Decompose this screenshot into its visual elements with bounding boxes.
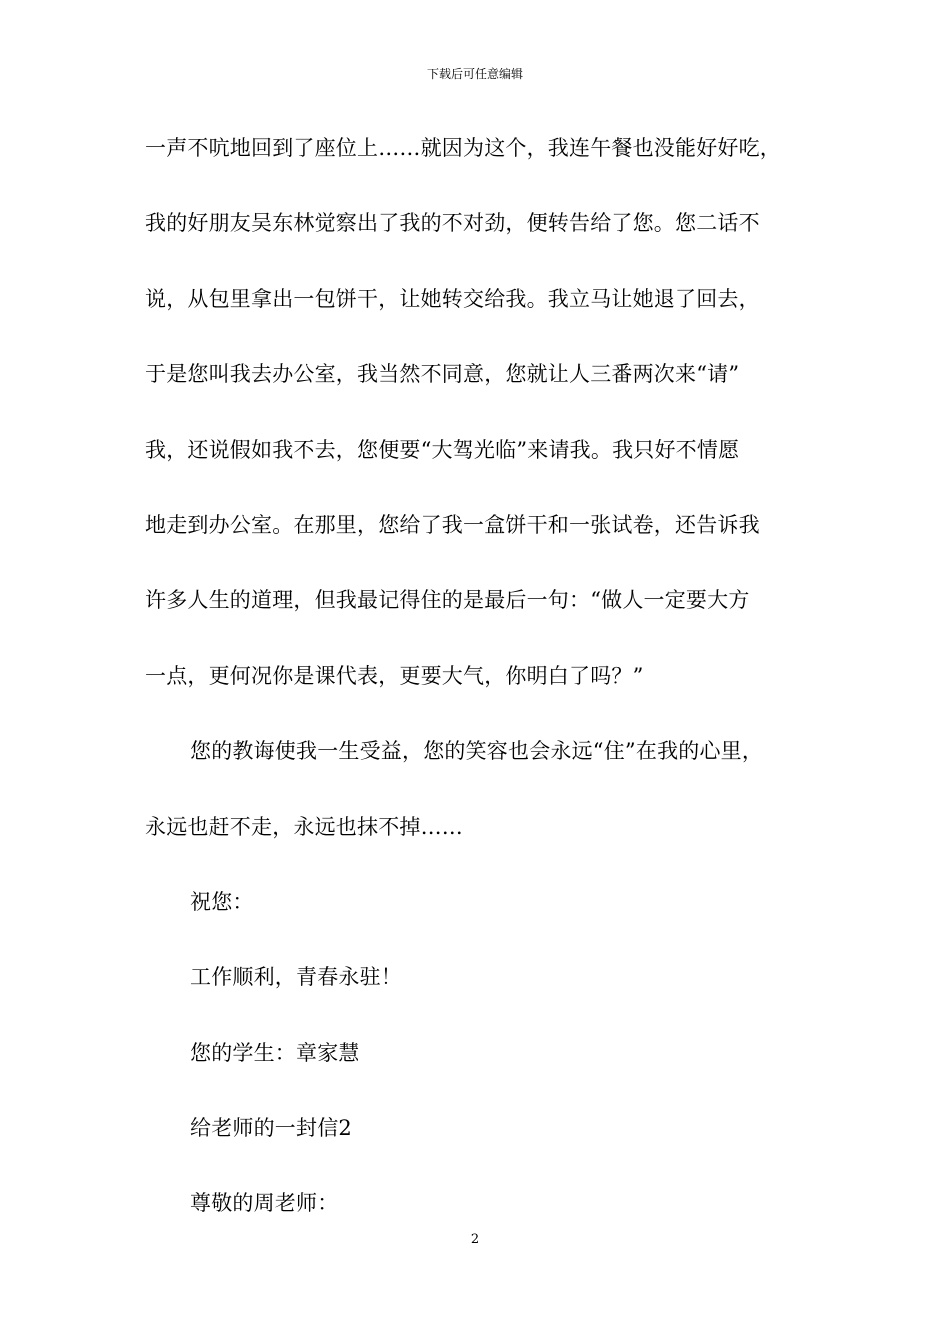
page-header-note: 下载后可任意编辑 <box>426 67 523 81</box>
signature-line: 您的学生：章家慧 <box>190 1040 360 1065</box>
letter-body <box>145 126 835 1257</box>
text-line-1: 一声不吭地回到了座位上……就因为这个，我连午餐也没能好好吃， <box>145 136 781 160</box>
text-line-10: 永远也赶不走，永远也抹不掉…… <box>145 814 463 839</box>
section-title: 给老师的一封信2 <box>190 1116 352 1141</box>
text-line-8: 一点，更何况你是课代表，更要大气，你明白了吗？” <box>145 663 644 688</box>
text-line-9: 您的教诲使我一生受益，您的笑容也会永远“住”在我的心里， <box>190 739 764 764</box>
text-line-7: 许多人生的道理，但我最记得住的是最后一句：“做人一定要大方 <box>145 588 750 613</box>
page-number: 2 <box>470 1232 480 1247</box>
salutation-line: 尊敬的周老师： <box>190 1191 339 1216</box>
text-line-2: 我的好朋友吴东林觉察出了我的不对劲，便转告给了您。您二话不 <box>145 211 760 236</box>
wish-line: 工作顺利，青春永驻！ <box>190 965 402 990</box>
text-line-4: 于是您叫我去办公室，我当然不同意，您就让人三番两次来“请” <box>145 362 740 387</box>
text-line-6: 地走到办公室。在那里，您给了我一盒饼干和一张试卷，还告诉我 <box>145 512 760 537</box>
greeting-line: 祝您： <box>190 889 254 914</box>
text-line-3: 说，从包里拿出一包饼干，让她转交给我。我立马让她退了回去， <box>145 286 760 311</box>
text-line-5: 我，还说假如我不去，您便要“大驾光临”来请我。我只好不情愿 <box>145 437 740 462</box>
